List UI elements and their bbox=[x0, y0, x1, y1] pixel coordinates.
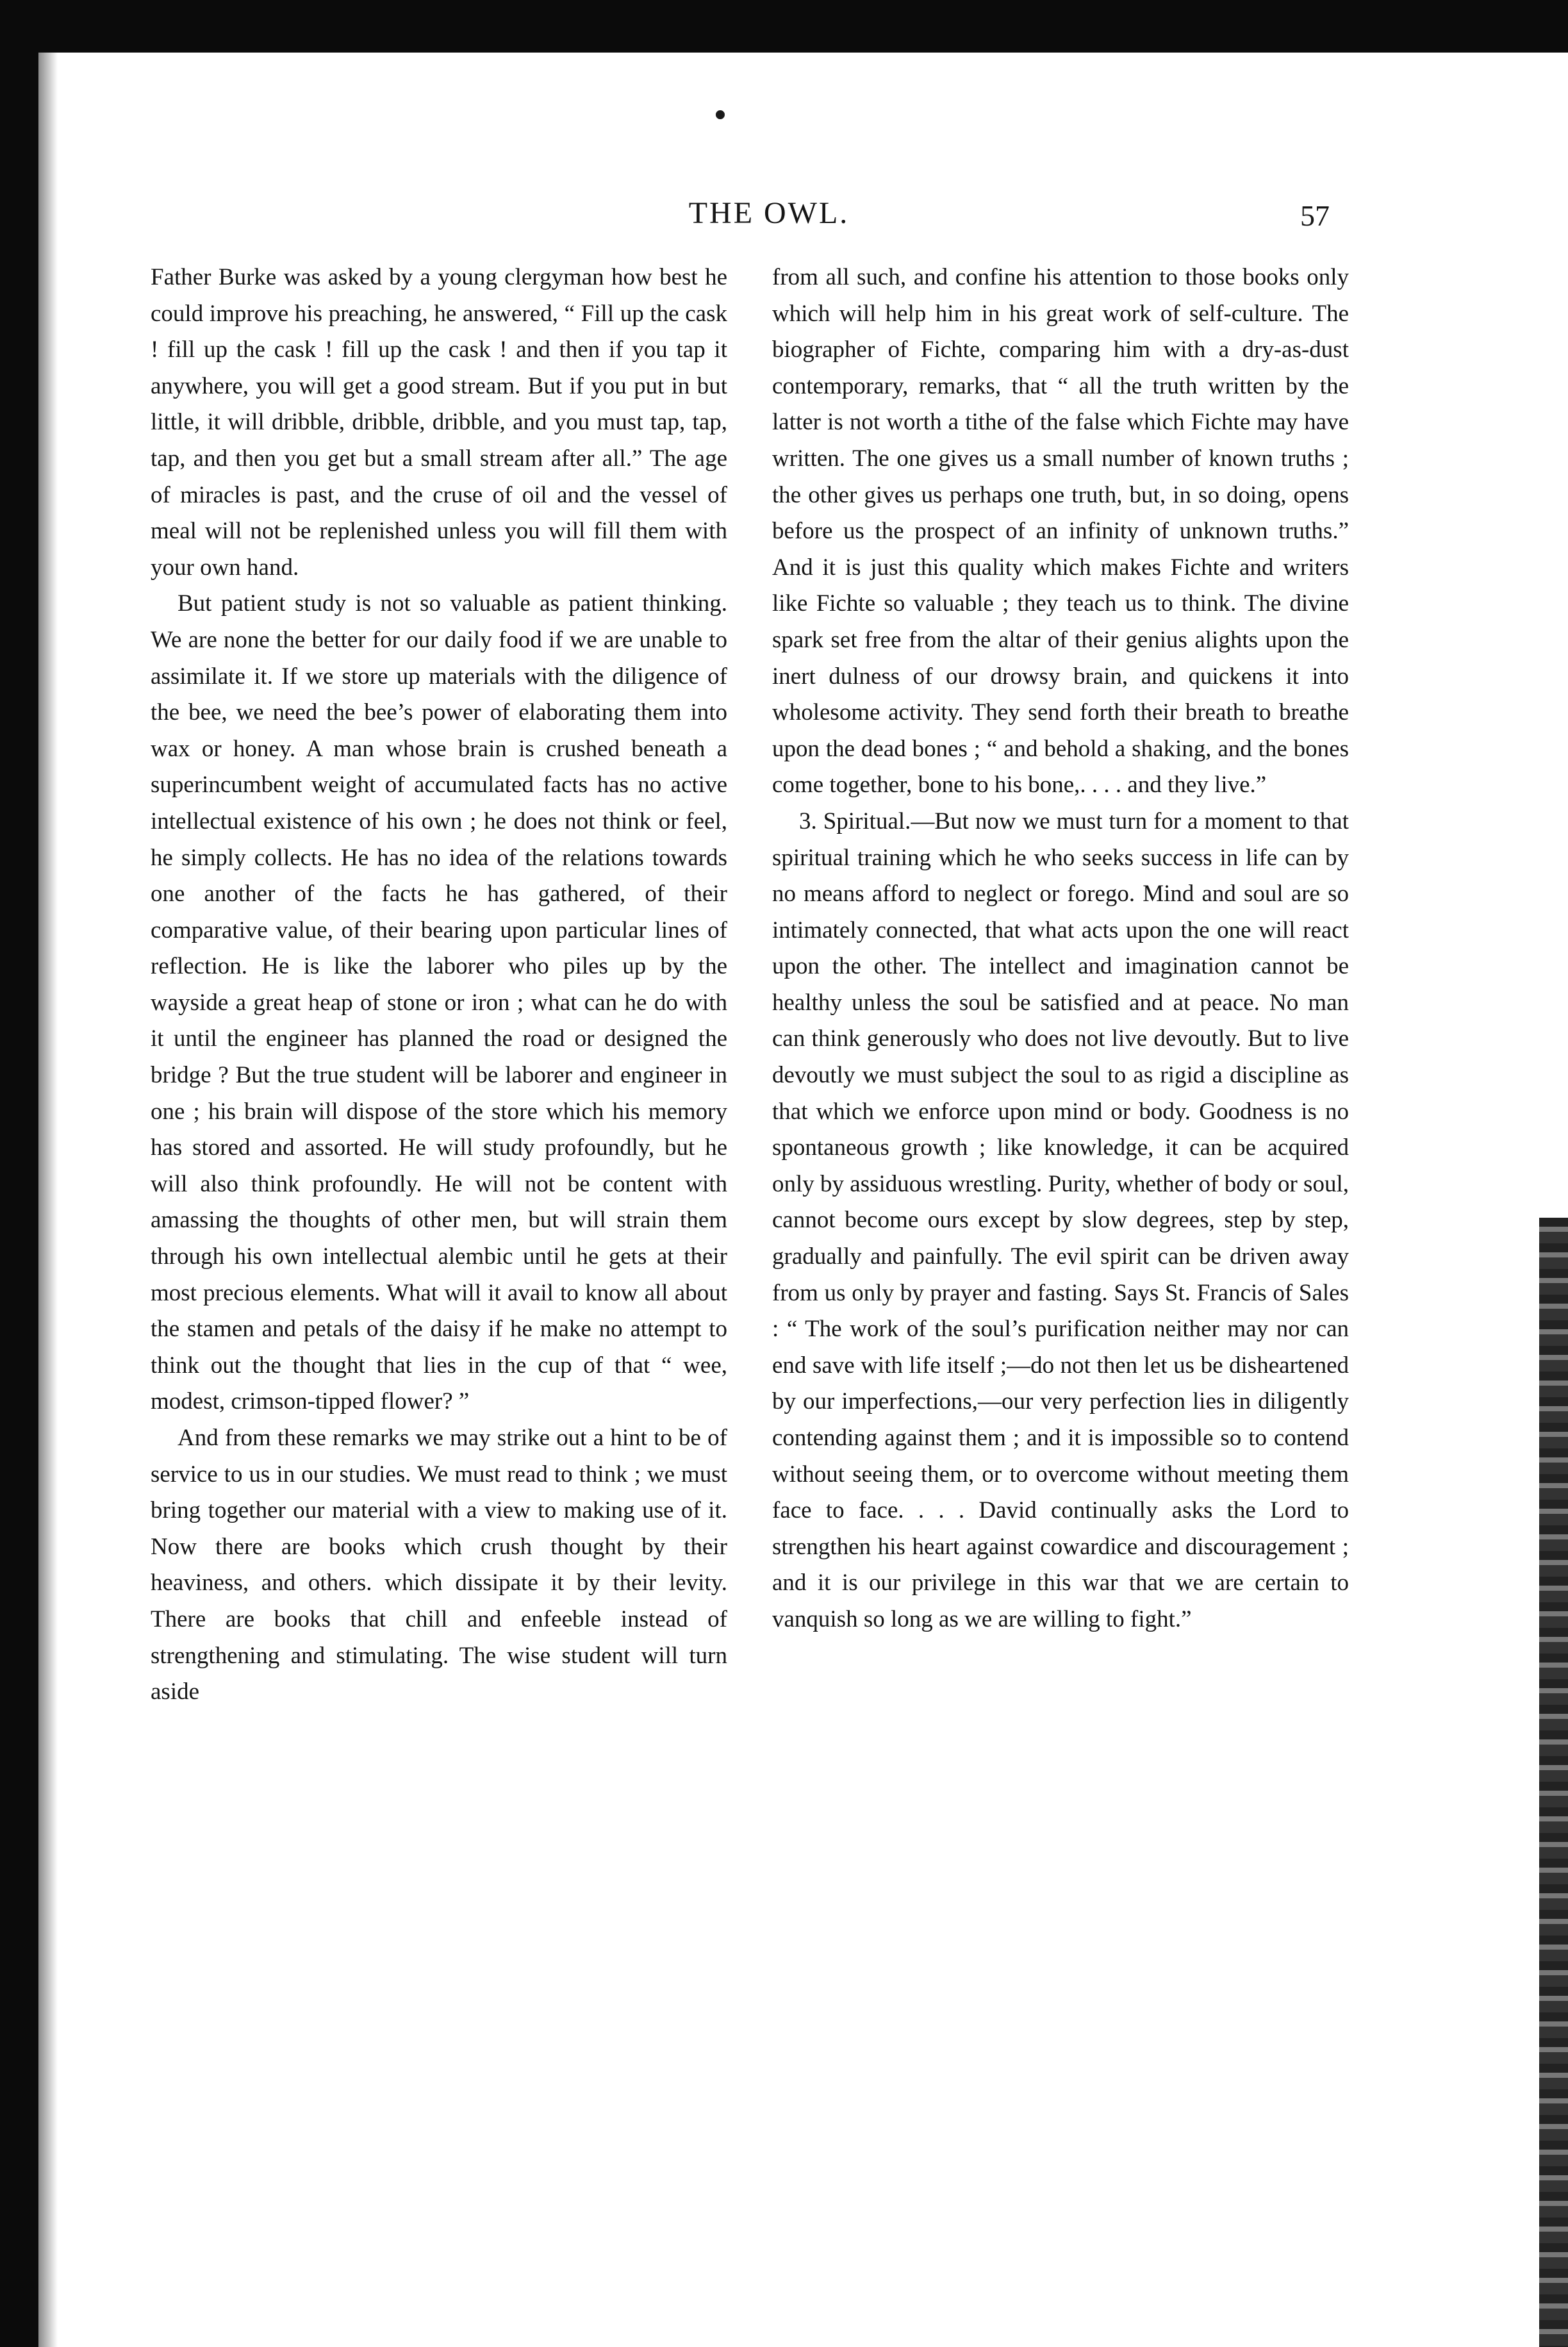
paragraph-remarks-hint: And from these remarks we may strike out a hint to be of service to us in our studies. We must read to think ; we must bring together our material with a view to making use of it. Now there are books which crush thought by their heaviness, and others. which dissipate it by their levity. There are books that chill and enfeeble instead of strengthening and stimulating. The wise student will turn aside bbox=[151, 1425, 727, 1705]
running-head bbox=[0, 191, 1568, 236]
scan-border-left bbox=[0, 0, 38, 2347]
running-title: THE OWL. bbox=[688, 196, 850, 230]
paragraph-spiritual: 3. Spiritual.—But now we must turn for a moment to that spiritual training which he who seeks success in life can by no means afford to neglect or forego. Mind and soul are so intimately connected, that what acts upon the one will react upon the other. The intellect and imagination cannot be healthy unless the soul be satisfied and at peace. No man can think generously who does not live devoutly. But to live devoutly we must subject the soul to as rigid a discipline as that which we enforce upon mind or body. Goodness is no spontaneous growth ; like knowledge, it can be acquired only by assiduous wrestling. Purity, whether of body or soul, cannot become ours except by slow degrees, step by step, gradually and painfully. The evil spirit can be driven away from us only by prayer and fasting. Says St. Francis of Sales : “ The work of the soul’s purification neither may nor can end save with life itself ;—do not then let us be disheartened by our imperfections,—our very perfection lies in diligently contending against them ; and it is impossible so to contend without seeing them, or to overcome without meeting them face to face. . . . David continually asks the Lord to strengthen his heart against cowardice and discouragement ; and it is our privilege in this war that we are certain to vanquish so long as we are willing to fight.” bbox=[772, 808, 1349, 1632]
scan-page-edge-right bbox=[1539, 1218, 1568, 2347]
paragraph-fichte: from all such, and confine his attention to those books only which will help him in his great work of self-culture. The biographer of Fichte, comparing him with a dry-as-dust contemporary, remarks, that “ all the truth written by the latter is not worth a tithe of the false which Fichte may have written. The one gives us a small number of known truths ; the other gives us perhaps one truth, but, in so doing, opens before us the prospect of an infinity of unknown truths.” And it is just this quality which makes Fichte and writers like Fichte so valuable ; they teach us to think. The divine spark set free from the altar of their genius alights upon the inert dulness of our drowsy brain, and quickens it into wholesome activity. They send forth their breath to breathe upon the dead bones ; “ and behold a shaking, and the bones come together, bone to his bone,. . . . and they live.” bbox=[772, 264, 1349, 799]
page-number: 57 bbox=[1300, 199, 1330, 232]
scan-border-top bbox=[0, 0, 1568, 53]
paragraph-patient-thinking: But patient study is not so valuable as patient thinking. We are none the better for our daily food if we are unable to assimilate it. If we store up materials with the diligence of the bee, we need the bee’s power of elaborating them into wax or honey. A man whose brain is crushed beneath a superincumbent weight of accumulated facts has no active intellectual existence of his own ; he does not think or feel, he simply collects. He has no idea of the relations towards one another of the facts he has gathered, of their comparative value, of their bearing upon particular lines of reflection. He is like the laborer who piles up by the wayside a great heap of stone or iron ; what can he do with it until the engineer has planned the road or designed the bridge ? But the true student will be laborer and engineer in one ; his brain will dispose of the store which his memory has stored and assorted. He will study profoundly, but he will also think profoundly. He will not be content with amassing the thoughts of other men, but will strain them through his own intellectual alembic until he gets at their most precious elements. What will it avail to know all about the stamen and petals of the daisy if he make no attempt to think out the thought that lies in the cup of that “ wee, modest, crimson-tipped flower? ” bbox=[151, 590, 727, 1415]
paragraph-father-burke: Father Burke was asked by a young clergyman how best he could improve his preaching, he answered, “ Fill up the cask ! fill up the cask ! fill up the cask ! and then if you tap it anywhere, you will get a good stream. But if you put in but little, it will dribble, dribble, dribble, and you must tap, tap, tap, and then you get but a small stream after all.” The age of miracles is past, and the cruse of oil and the vessel of meal will not be replenished unless you will fill them with your own hand. bbox=[151, 264, 727, 581]
text-column-right bbox=[772, 260, 1349, 2214]
scan-gutter-shadow bbox=[38, 53, 58, 2347]
ink-speck bbox=[716, 110, 725, 119]
text-column-left bbox=[151, 260, 727, 2214]
